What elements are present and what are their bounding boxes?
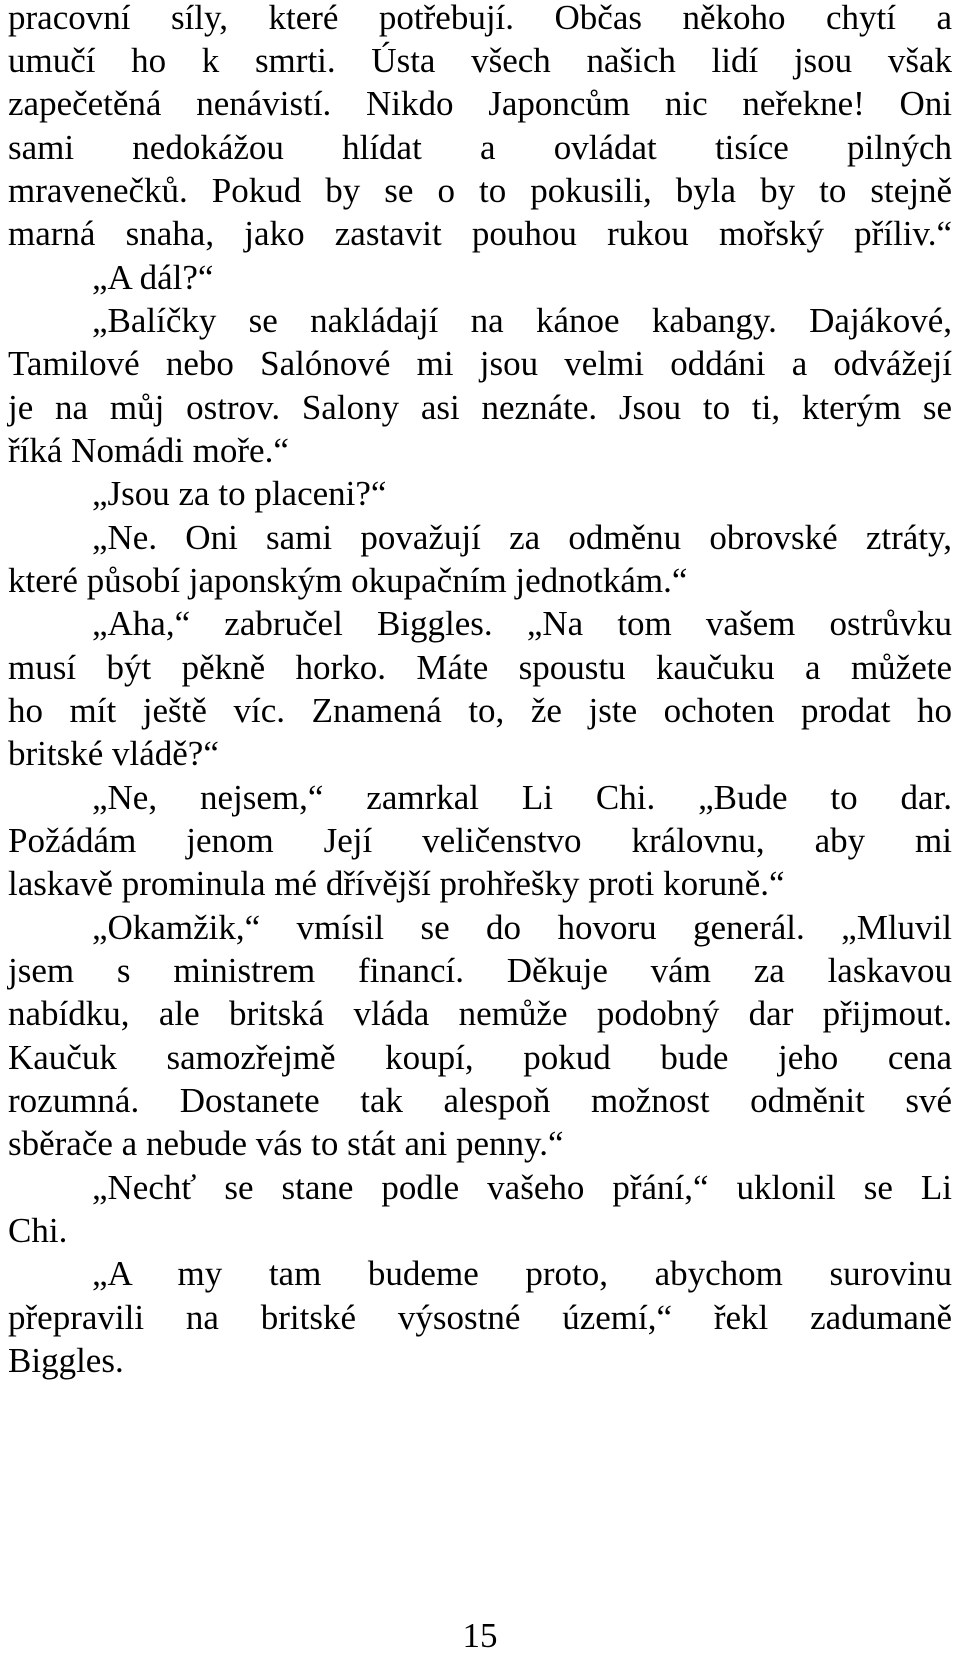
- text-line: Požádám jenom Její veličenstvo královnu, aby mi: [8, 821, 952, 860]
- text-line: sami nedokážou hlídat a ovládat tisíce pilných: [8, 128, 952, 167]
- text-line: jsem s ministrem financí. Děkuje vám za laskavou: [8, 951, 952, 990]
- text-line: Kaučuk samozřejmě koupí, pokud bude jeho cena: [8, 1038, 952, 1077]
- text-line: „A dál?“: [92, 258, 214, 297]
- text-line: „Ne, nejsem,“ zamrkal Li Chi. „Bude to dar.: [92, 778, 952, 817]
- text-line: „Ne. Oni sami považují za odměnu obrovské ztráty,: [92, 518, 952, 557]
- text-line: „Okamžik,“ vmísil se do hovoru generál. „Mluvil: [92, 908, 952, 947]
- text-line: Biggles.: [8, 1341, 124, 1380]
- text-line: britské vládě?“: [8, 734, 219, 773]
- text-line: přepravili na britské výsostné území,“ řekl zadumaně: [8, 1298, 952, 1337]
- text-line: Tamilové nebo Salónové mi jsou velmi oddáni a odvážejí: [8, 344, 952, 383]
- text-line: musí být pěkně horko. Máte spoustu kaučuku a můžete: [8, 648, 952, 687]
- text-line: „Jsou za to placeni?“: [92, 474, 387, 513]
- text-line: sběrače a nebude vás to stát ani penny.“: [8, 1124, 564, 1163]
- page-number: 15: [462, 1616, 498, 1655]
- text-line: Chi.: [8, 1211, 68, 1250]
- text-line: „A my tam budeme proto, abychom surovinu: [92, 1254, 952, 1293]
- text-line: marná snaha, jako zastavit pouhou rukou mořský příliv.“: [8, 214, 952, 253]
- text-line: které působí japonským okupačním jednotkám.“: [8, 561, 688, 600]
- text-line: laskavě prominula mé dřívější prohřešky proti koruně.“: [8, 864, 785, 903]
- book-page: [8, 0, 952, 1664]
- text-line: říká Nomádi moře.“: [8, 431, 289, 470]
- text-line: umučí ho k smrti. Ústa všech našich lidí jsou však: [8, 41, 952, 80]
- text-line: „Balíčky se nakládají na kánoe kabangy. Dajákové,: [92, 301, 952, 340]
- text-line: nabídku, ale britská vláda nemůže podobný dar přijmout.: [8, 994, 952, 1033]
- text-line: pracovní síly, které potřebují. Občas někoho chytí a: [8, 0, 952, 37]
- text-line: je na můj ostrov. Salony asi neznáte. Jsou to ti, kterým se: [8, 388, 952, 427]
- text-line: ho mít ještě víc. Znamená to, že jste ochoten prodat ho: [8, 691, 952, 730]
- text-line: rozumná. Dostanete tak alespoň možnost odměnit své: [8, 1081, 952, 1120]
- text-line: „Aha,“ zabručel Biggles. „Na tom vašem ostrůvku: [92, 604, 952, 643]
- text-line: „Nechť se stane podle vašeho přání,“ uklonil se Li: [92, 1168, 952, 1207]
- text-line: mravenečků. Pokud by se o to pokusili, byla by to stejně: [8, 171, 952, 210]
- text-line: zapečetěná nenávistí. Nikdo Japoncům nic neřekne! Oni: [8, 84, 952, 123]
